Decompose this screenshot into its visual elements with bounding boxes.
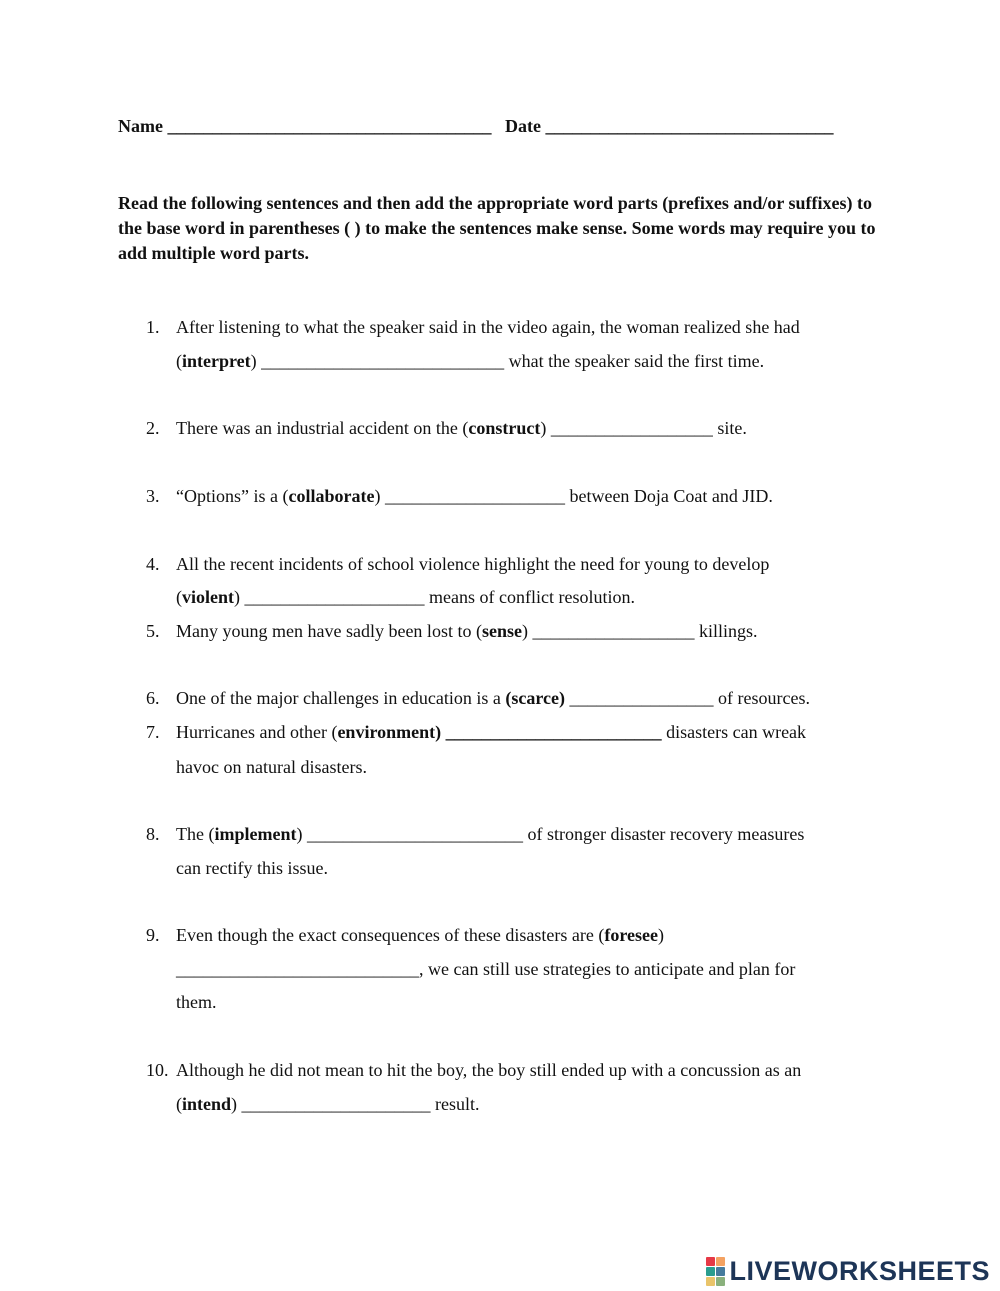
item-4-line-1: All the recent incidents of school violence highlight the need for young to develop — [176, 554, 770, 574]
item-text: what the speaker said the first time. — [508, 351, 765, 371]
name-field[interactable]: ____________________________________ — [167, 116, 492, 136]
item-text: One of the major challenges in education is a — [176, 688, 501, 708]
item-7-line-2: havoc on natural disasters. — [176, 757, 367, 777]
name-label: Name — [118, 116, 163, 136]
name-date-header — [118, 116, 833, 137]
item-text: The — [176, 824, 204, 844]
item-text: site. — [717, 418, 747, 438]
date-field[interactable]: ________________________________ — [545, 116, 834, 136]
item-8-line-1: The (implement) ________________________ of stronger disaster recovery measures — [176, 824, 805, 844]
item-number: 10. — [146, 1060, 169, 1080]
item-4-line-2: (violent) ____________________ means of conflict resolution. — [176, 587, 635, 607]
answer-blank[interactable]: ________________________ — [306, 824, 523, 844]
logo-blocks-icon — [706, 1257, 725, 1286]
instructions-text: Read the following sentences and then add the appropriate word parts (prefixes and/or suffixes) to the base word in parentheses ( ) to make the sentences make sense. Some words may require you to add multiple word parts. — [118, 193, 876, 263]
item-text: killings. — [698, 621, 758, 641]
item-9-line-2 — [176, 957, 795, 981]
base-word: foresee — [604, 925, 658, 945]
item-text: result. — [435, 1094, 480, 1114]
answer-blank[interactable]: ____________________ — [384, 486, 565, 506]
logo-text: LIVEWORKSHEETS — [729, 1256, 990, 1286]
item-text: Hurricanes and other — [176, 722, 327, 742]
base-word: scarce — [511, 688, 560, 708]
item-2-line-1: There was an industrial accident on the (construct) __________________ site. — [176, 418, 747, 438]
answer-blank[interactable]: ___________________________ — [176, 959, 419, 979]
item-number: 1. — [146, 317, 160, 337]
item-number: 4. — [146, 554, 160, 574]
item-number: 5. — [146, 621, 160, 641]
base-word: interpret — [182, 351, 251, 371]
item-number: 8. — [146, 824, 160, 844]
item-1-line-2: (interpret) ___________________________ what the speaker said the first time. — [176, 351, 765, 371]
item-number: 6. — [146, 688, 160, 708]
item-3-line-1: “Options” is a (collaborate) ____________________ between Doja Coat and JID. — [176, 486, 773, 506]
item-text: means of conflict resolution. — [429, 587, 635, 607]
base-word: implement — [214, 824, 297, 844]
answer-blank[interactable]: __________________ — [550, 418, 713, 438]
base-word: intend — [182, 1094, 232, 1114]
base-word: construct — [468, 418, 541, 438]
item-7-line-1: Hurricanes and other (environment) ________________________ disasters can wreak — [176, 722, 807, 742]
answer-blank[interactable]: _____________________ — [241, 1094, 431, 1114]
answer-blank[interactable]: ___________________________ — [261, 351, 505, 371]
item-number: 7. — [146, 722, 160, 742]
item-5-line-1: Many young men have sadly been lost to (sense) __________________ killings. — [176, 621, 758, 641]
item-6-line-1: One of the major challenges in education is a (scarce) ________________ of resources. — [176, 688, 810, 708]
base-word: sense — [481, 621, 522, 641]
item-text: between Doja Coat and JID. — [569, 486, 773, 506]
item-text: disasters can wreak — [666, 722, 807, 742]
item-text: There was an industrial accident on the — [176, 418, 458, 438]
item-1-line-1: After listening to what the speaker said in the video again, the woman realized she had — [176, 317, 800, 337]
item-number: 3. — [146, 486, 160, 506]
item-text: Many young men have sadly been lost to — [176, 621, 472, 641]
item-10-line-1: Although he did not mean to hit the boy, the boy still ended up with a concussion as an — [176, 1060, 802, 1080]
item-number: 2. — [146, 418, 160, 438]
item-number: 9. — [146, 925, 160, 945]
answer-blank[interactable]: ________________________ — [445, 722, 662, 742]
item-text: of stronger disaster recovery measures — [527, 824, 805, 844]
item-9-line-3: them. — [176, 992, 217, 1012]
item-10-line-2: (intend) _____________________ result. — [176, 1094, 480, 1114]
base-word: environment — [337, 722, 436, 742]
liveworksheets-logo — [706, 1256, 990, 1287]
item-text: Even though the exact consequences of these disasters are — [176, 925, 594, 945]
answer-blank[interactable]: __________________ — [532, 621, 695, 641]
item-text: of resources. — [718, 688, 810, 708]
answer-blank[interactable]: ____________________ — [244, 587, 425, 607]
item-text: “Options” is a — [176, 486, 278, 506]
item-8-line-2: can rectify this issue. — [176, 858, 328, 878]
base-word: collaborate — [288, 486, 375, 506]
date-label: Date — [504, 116, 541, 136]
base-word: violent — [182, 587, 234, 607]
answer-blank[interactable]: ________________ — [569, 688, 714, 708]
item-text: , we can still use strategies to anticipate and plan for — [419, 959, 796, 979]
item-9-line-1: Even though the exact consequences of these disasters are (foresee) — [176, 925, 664, 945]
